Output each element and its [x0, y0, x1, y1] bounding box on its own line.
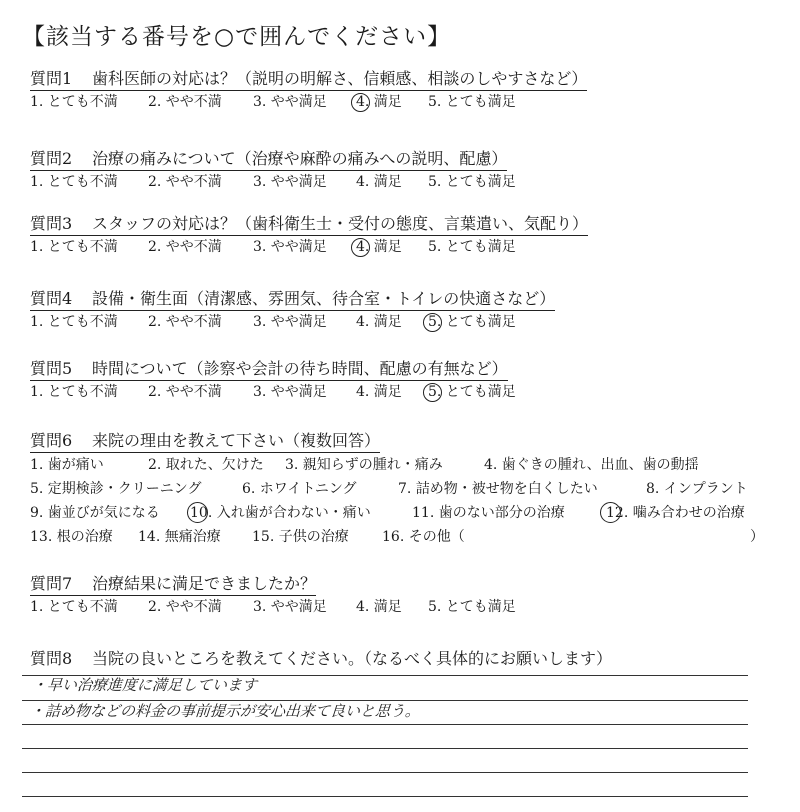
- options-row: [30, 381, 790, 405]
- question-number: 質問2: [30, 149, 73, 168]
- rating-option[interactable]: 1. とても不満: [30, 239, 118, 255]
- answer-line[interactable]: [22, 748, 748, 749]
- handwritten-answer-1: ・早い治療進度に満足しています: [31, 676, 258, 694]
- rating-option[interactable]: 2. やや不満: [148, 239, 222, 255]
- reason-option[interactable]: 6. ホワイトニング: [242, 481, 357, 497]
- question-8: [30, 648, 790, 670]
- rating-option[interactable]: 4. 満足: [356, 384, 402, 400]
- rating-option[interactable]: 4. 満足: [356, 314, 402, 330]
- question-text: 当院の良いところを教えてください。（なるべく具体的にお願いします）: [92, 649, 613, 668]
- handwritten-answer-2: ・詰め物などの料金の事前提示が安心出来て良いと思う。: [29, 702, 421, 720]
- question-text: 来院の理由を教えて下さい（複数回答）: [92, 431, 381, 450]
- reason-option[interactable]: 16. その他（: [382, 529, 465, 545]
- question-number: 質問4: [30, 289, 73, 308]
- question-5: [30, 358, 790, 405]
- question-6: [30, 430, 790, 549]
- options-row: [30, 311, 790, 335]
- question-2: [30, 148, 790, 195]
- selection-circle: [187, 502, 208, 523]
- question-1: [30, 68, 790, 115]
- reason-option[interactable]: 11. 歯のない部分の治療: [412, 505, 565, 521]
- reason-option[interactable]: 8. インプラント: [646, 481, 748, 497]
- question-text: 時間について（診察や会計の待ち時間、配慮の有無など）: [92, 359, 508, 378]
- rating-option[interactable]: 3. やや満足: [253, 384, 327, 400]
- rating-option[interactable]: 5. とても満足: [428, 599, 516, 615]
- rating-option[interactable]: 4. 満足: [356, 94, 402, 110]
- reason-option[interactable]: 10. 入れ歯が合わない・痛い: [190, 505, 371, 521]
- answer-line[interactable]: [22, 724, 748, 725]
- reason-option[interactable]: 1. 歯が痛い: [30, 457, 104, 473]
- reason-row: [30, 477, 790, 501]
- options-row: [30, 596, 790, 620]
- reason-option[interactable]: 13. 根の治療: [30, 529, 113, 545]
- reason-option[interactable]: 12. 噛み合わせの治療: [606, 505, 745, 521]
- question-title: [30, 68, 587, 91]
- reason-option[interactable]: 14. 無痛治療: [138, 529, 221, 545]
- question-7: [30, 573, 790, 620]
- selection-circle: [423, 383, 442, 402]
- question-text: 治療の痛みについて（治療や麻酔の痛みへの説明、配慮）: [92, 149, 508, 168]
- rating-option[interactable]: 1. とても不満: [30, 314, 118, 330]
- selection-circle: [351, 238, 370, 257]
- reason-option[interactable]: 7. 詰め物・被せ物を白くしたい: [398, 481, 598, 497]
- question-number: 質問1: [30, 69, 73, 88]
- answer-line[interactable]: [22, 796, 748, 797]
- question-text: 治療結果に満足できましたか？: [92, 574, 317, 593]
- rating-option[interactable]: 1. とても不満: [30, 174, 118, 190]
- rating-option[interactable]: 5. とても満足: [428, 239, 516, 255]
- question-3: [30, 213, 790, 260]
- rating-option[interactable]: 5. とても満足: [428, 94, 516, 110]
- question-title: [30, 648, 612, 670]
- question-title: [30, 358, 508, 381]
- question-title: [30, 430, 380, 453]
- question-text: 歯科医師の対応は？（説明の明解さ、信頼感、相談のしやすさなど）: [92, 69, 588, 88]
- question-text: スタッフの対応は？（歯科衛生士・受付の態度、言葉遣い、気配り）: [92, 214, 589, 233]
- question-title: [30, 213, 588, 236]
- rating-option[interactable]: 1. とても不満: [30, 94, 118, 110]
- rating-option[interactable]: 4. 満足: [356, 599, 402, 615]
- reason-option[interactable]: 2. 取れた、欠けた: [148, 457, 264, 473]
- reason-option[interactable]: 15. 子供の治療: [252, 529, 349, 545]
- form-header: 【該当する番号を○で囲んでください】: [22, 24, 452, 50]
- other-paren-close: ）: [750, 529, 764, 545]
- options-row: [30, 91, 790, 115]
- rating-option[interactable]: 1. とても不満: [30, 599, 118, 615]
- reason-row: [30, 525, 790, 549]
- rating-option[interactable]: 5. とても満足: [428, 384, 516, 400]
- reason-option[interactable]: 4. 歯ぐきの腫れ、出血、歯の動揺: [484, 457, 699, 473]
- reason-row: [30, 453, 790, 477]
- question-number: 質問3: [30, 214, 73, 233]
- question-number: 質問8: [30, 649, 73, 668]
- rating-option[interactable]: 5. とても満足: [428, 314, 516, 330]
- question-number: 質問7: [30, 574, 73, 593]
- rating-option[interactable]: 3. やや満足: [253, 94, 327, 110]
- question-title: [30, 573, 316, 596]
- rating-option[interactable]: 2. やや不満: [148, 174, 222, 190]
- rating-option[interactable]: 4. 満足: [356, 239, 402, 255]
- rating-option[interactable]: 3. やや満足: [253, 599, 327, 615]
- question-number: 質問5: [30, 359, 73, 378]
- rating-option[interactable]: 5. とても満足: [428, 174, 516, 190]
- selection-circle: [423, 313, 442, 332]
- answer-line[interactable]: [22, 772, 748, 773]
- rating-option[interactable]: 2. やや不満: [148, 94, 222, 110]
- rating-option[interactable]: 2. やや不満: [148, 599, 222, 615]
- reason-option[interactable]: 3. 親知らずの腫れ・痛み: [285, 457, 443, 473]
- question-number: 質問6: [30, 431, 73, 450]
- options-row: [30, 236, 790, 260]
- rating-option[interactable]: 3. やや満足: [253, 314, 327, 330]
- rating-option[interactable]: 4. 満足: [356, 174, 402, 190]
- selection-circle: [351, 93, 370, 112]
- rating-option[interactable]: 1. とても不満: [30, 384, 118, 400]
- question-4: [30, 288, 790, 335]
- rating-option[interactable]: 2. やや不満: [148, 314, 222, 330]
- rating-option[interactable]: 2. やや不満: [148, 384, 222, 400]
- rating-option[interactable]: 3. やや満足: [253, 174, 327, 190]
- question-title: [30, 148, 507, 171]
- reason-option[interactable]: 5. 定期検診・クリーニング: [30, 481, 202, 497]
- reason-option[interactable]: 9. 歯並びが気になる: [30, 505, 160, 521]
- reason-row: [30, 501, 790, 525]
- options-row: [30, 171, 790, 195]
- question-text: 設備・衛生面（清潔感、雰囲気、待合室・トイレの快適さなど）: [92, 289, 556, 308]
- question-title: [30, 288, 555, 311]
- rating-option[interactable]: 3. やや満足: [253, 239, 327, 255]
- selection-circle: [600, 502, 621, 523]
